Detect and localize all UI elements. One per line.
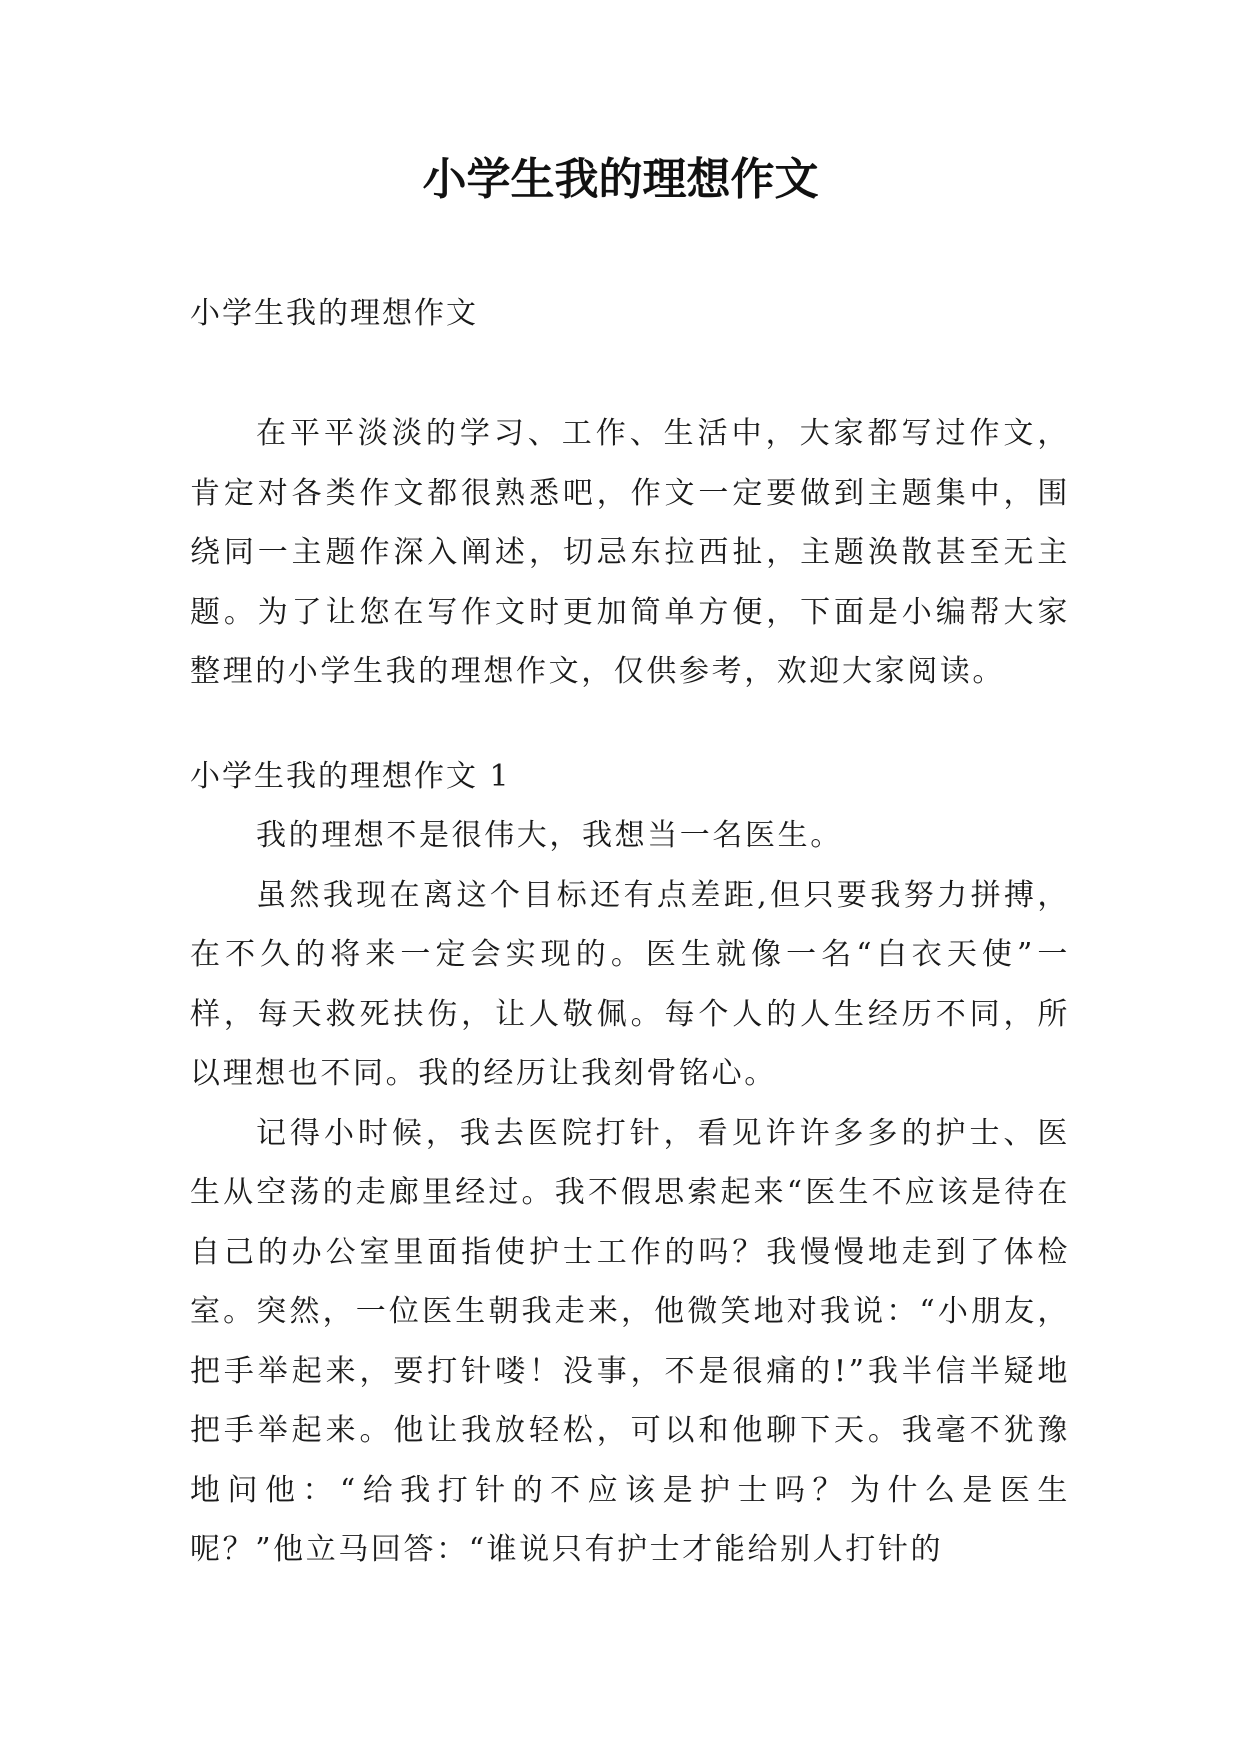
document-subtitle: 小学生我的理想作文 xyxy=(190,296,478,331)
section-heading: 小学生我的理想作文 1 xyxy=(190,759,511,794)
document-title: 小学生我的理想作文 xyxy=(422,154,819,205)
intro-paragraph: 在平平淡淡的学习、工作、生活中，大家都写过作文，肯定对各类作文都很熟悉吧，作文一定要做到主题集中，围绕同一主题作深入阐述，切忌东拉西扯，主题涣散甚至无主题。为了让您在写作文时更加简单方便，下面是小编帮大家整理的小学生我的理想作文，仅供参考，欢迎大家阅读。 xyxy=(190,416,1070,689)
essay-paragraph: 记得小时候，我去医院打针，看见许许多多的护士、医生从空荡的走廊里经过。我不假思索起来“医生不应该是待在自己的办公室里面指使护士工作的吗？我慢慢地走到了体检室。突然，一位医生朝我走来，他微笑地对我说：“小朋友，把手举起来，要打针喽！没事，不是很痛的!”我半信半疑地把手举起来。他让我放轻松，可以和他聊下天。我毫不犹豫地问他：“给我打针的不应该是护士吗？为什么是医生呢？”他立马回答：“谁说只有护士才能给别人打针的 xyxy=(190,1115,1070,1567)
essay-paragraph: 我的理想不是很伟大，我想当一名医生。 xyxy=(256,818,843,853)
essay-paragraph: 虽然我现在离这个目标还有点差距,但只要我努力拼搏，在不久的将来一定会实现的。医生就像一名“白衣天使”一样，每天救死扶伤，让人敬佩。每个人的人生经历不同，所以理想也不同。我的经历让我刻骨铭心。 xyxy=(190,877,1070,1091)
essay-body xyxy=(190,806,1070,1580)
